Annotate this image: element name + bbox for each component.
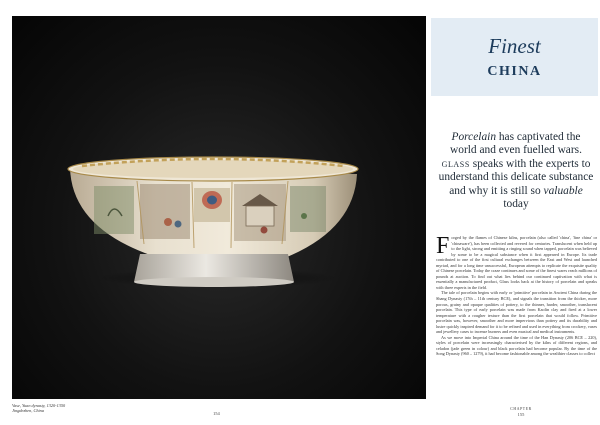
image-caption <box>12 403 132 414</box>
body-paragraph-1-text: orged by the flames of Chinese kilns, porcelain (also called 'china', 'fine china' or 'chinaware'), has been collected and revered for centuries. Translucent when held up to the light, strong and emitting a ringing sound when tapped, porcelain was believed by some to be a magical substance when it first appeared in Europe. Its trade contributed to one of the first cultural exchanges between the East and West and launched myriad, and for a long time unsuccessful, European attempts to replicate the exquisite quality of Chinese porcelain. Today the craze continues and some of the finest wares reach millions of pounds at auction. To find out what lies behind our continued captivation with what is essentially a manufactured product, Glass looks back at the history of porcelain and speaks with three experts in the field. <box>436 235 597 290</box>
body-paragraph-1 <box>436 235 597 290</box>
article-title: Finest <box>488 34 541 58</box>
title-panel <box>431 18 598 96</box>
standfirst-word-valuable: valuable <box>543 184 583 197</box>
article-body <box>436 235 597 415</box>
standfirst-text-2: speaks with the experts to understand this delicate substance and why it is still so <box>438 157 594 197</box>
standfirst-text-1: has captivated the world and even fuelled wars. <box>450 131 582 157</box>
drop-cap: F <box>436 235 450 259</box>
bowl-photograph <box>12 16 426 399</box>
standfirst-text-3: today <box>503 198 529 211</box>
article-subtitle: CHINA <box>487 64 542 79</box>
body-paragraph-2: The tale of porcelain begins with early or 'primitive' porcelain in Ancient China during the Shang Dynasty (17th – 11th century BCE), and signals the transition from the thicker, more porous, grainy and opaque qualities of pottery, to the thinner, harder, smoother, translucent porcelain. This type of early porcelain was made from Kaolin clay and fired at a lower temperature with a rougher texture than the first porcelain that would follow. Primitive porcelain was, however, smoother and more impervious than pottery and its durability and lustre quickly inspired demand for it to be refined and used in everything from crockery, vases and jewellery cases to incense burners and even musical and medical instruments. <box>436 290 597 335</box>
right-page-number: 155 <box>517 412 525 417</box>
standfirst <box>437 131 595 211</box>
chapter-label: CHAPTER <box>510 407 532 411</box>
porcelain-bowl-image <box>12 16 426 399</box>
standfirst-word-glass: glass <box>441 157 470 170</box>
caption-line-1: Vase, Yuan dynasty, 1320-1350 <box>12 403 66 408</box>
standfirst-word-porcelain: Porcelain <box>451 131 497 143</box>
body-paragraph-3: As we move into Imperial China around the time of the Han Dynasty (206 BCE – 220), styles of porcelain were increasingly characterised by the kilns of different regions, and celadon (jade green in colour) and black porcelain had become popular. By the time of the Song Dynasty (960 – 1279), it had become fashionable among the wealthier classes to collect <box>436 334 597 357</box>
caption-line-2: Jingdezhen, China <box>12 408 44 414</box>
left-page-number: 154 <box>213 411 220 416</box>
